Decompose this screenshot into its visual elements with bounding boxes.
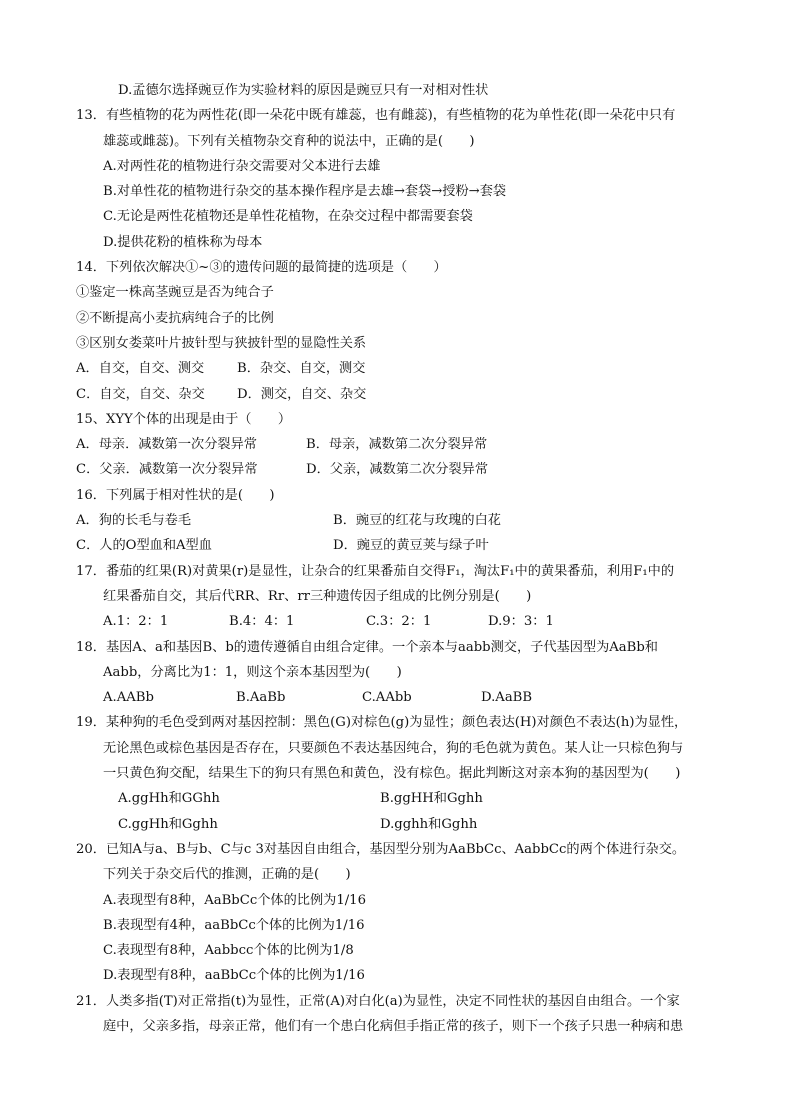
q19-options-row1 [0, 786, 790, 811]
q15-option-a: A．母亲．减数第一次分裂异常 [76, 437, 257, 453]
q19-option-d: D.gghh和Gghh [380, 816, 478, 832]
q21-stem-line2: 庭中，父亲多指，母亲正常，他们有一个患白化病但手指正常的孩子，则下一个孩子只患一种病和患 [103, 1018, 684, 1034]
q14-item-3: ③区别女娄菜叶片披针型与狭披针型的显隐性关系 [76, 335, 367, 351]
q14-option-a: A．自交，自交、测交 [76, 361, 205, 377]
q13-option-c: C.无论是两性花植物还是单性花植物，在杂交过程中都需要套袋 [103, 209, 473, 225]
q17-stem-line2: 红果番茄自交，其后代RR、Rr、rr三种遗传因子组成的比例分别是( ) [103, 588, 532, 604]
q14-option-b: B．杂交、自交，测交 [237, 361, 366, 377]
q12-option-d: D.孟德尔选择豌豆作为实验材料的原因是豌豆只有一对相对性状 [118, 83, 489, 98]
q14-item-1: ①鉴定一株高茎豌豆是否为纯合子 [76, 285, 274, 301]
q17-option-d: D.9：3：1 [488, 614, 554, 630]
q16-options-row2 [0, 533, 790, 558]
q16-stem: 16．下列属于相对性状的是( ) [76, 487, 275, 503]
q18-option-c: C.AAbb [362, 690, 412, 706]
q18-stem-line2: Aabb，分离比为1：1，则这个亲本基因型为( ) [103, 664, 402, 680]
q15-option-b: B．母亲，减数第二次分裂异常 [306, 437, 488, 453]
q19-option-b: B.ggHH和Gghh [380, 791, 483, 807]
q14-options-row1 [0, 356, 790, 381]
q19-stem-line1: 19．某种狗的毛色受到两对基因控制：黑色(G)对棕色(g)为显性；颜色表达(H)对颜色不表达(h)为显性， [76, 715, 688, 731]
q21-stem-line1: 21．人类多指(T)对正常指(t)为显性，正常(A)对白化(a)为显性，决定不同性状的基因自由组合。一个家 [76, 993, 680, 1009]
q20-option-c: C.表现型有8种，Aabbcc个体的比例为1/8 [103, 943, 354, 959]
q19-option-c: C.ggHh和Gghh [118, 816, 218, 832]
q19-stem-line3: 一只黄色狗交配，结果生下的狗只有黑色和黄色，没有棕色。据此判断这对亲本狗的基因型为( ) [103, 766, 681, 782]
q15-stem: 15、XYY个体的出现是由于（ ） [76, 411, 292, 427]
q20-option-a: A.表现型有8种，AaBbCc个体的比例为1/16 [103, 892, 366, 908]
q16-option-c: C．人的O型血和A型血 [76, 538, 212, 554]
exam-page [0, 78, 790, 1039]
q19-option-a: A.ggHh和GGhh [118, 791, 220, 807]
q13-stem-line2: 雄蕊或雌蕊)。下列有关植物杂交育种的说法中，正确的是( ) [103, 133, 475, 149]
q17-option-c: C.3：2：1 [366, 614, 432, 630]
q13-option-d: D.提供花粉的植株称为母本 [103, 234, 263, 250]
q15-option-c: C．父亲．减数第一次分裂异常 [76, 462, 258, 478]
q14-option-c: C．自交，自交、杂交 [76, 386, 205, 402]
q19-stem-line2: 无论黑色或棕色基因是否存在，只要颜色不表达基因纯合，狗的毛色就为黄色。某人让一只棕色狗与 [103, 740, 684, 756]
q18-options [0, 685, 790, 710]
q14-stem: 14．下列依次解决①~③的遗传问题的最简捷的选项是（ ） [76, 260, 447, 276]
q19-options-row2 [0, 812, 790, 837]
q15-options-row1 [0, 432, 790, 457]
q17-options [0, 609, 790, 634]
q18-option-b: B.AaBb [236, 690, 286, 706]
q20-stem-line1: 20．已知A与a、B与b、C与c 3对基因自由组合，基因型分别为AaBbCc、AabbCc的两个体进行杂交。 [76, 841, 686, 857]
q16-option-d: D．豌豆的黄豆荚与绿子叶 [333, 538, 489, 554]
q14-option-d: D．测交，自交、杂交 [237, 386, 367, 402]
q13-stem-line1: 13．有些植物的花为两性花(即一朵花中既有雄蕊，也有雌蕊)，有些植物的花为单性花(即一朵花中只有 [76, 108, 676, 124]
q17-stem-line1: 17．番茄的红果(R)对黄果(r)是显性，让杂合的红果番茄自交得F₁，淘汰F₁中的黄果番茄，利用F₁中的 [76, 563, 675, 579]
q15-options-row2 [0, 457, 790, 482]
q15-option-d: D．父亲，减数第二次分裂异常 [306, 462, 489, 478]
q18-option-a: A.AABb [103, 690, 154, 706]
q20-option-d: D.表现型有8种，aaBbCc个体的比例为1/16 [103, 968, 365, 984]
q17-option-a: A.1：2：1 [103, 614, 169, 630]
q18-option-d: D.AaBB [481, 690, 533, 706]
q16-option-a: A．狗的长毛与卷毛 [76, 513, 192, 529]
q20-option-b: B.表现型有4种，aaBbCc个体的比例为1/16 [103, 917, 365, 933]
q14-item-2: ②不断提高小麦抗病纯合子的比例 [76, 310, 274, 326]
q13-option-a: A.对两性花的植物进行杂交需要对父本进行去雄 [103, 158, 381, 174]
q14-options-row2 [0, 382, 790, 407]
q16-option-b: B．豌豆的红花与玫瑰的白花 [333, 513, 501, 529]
q16-options-row1 [0, 508, 790, 533]
q13-option-b: B.对单性花的植物进行杂交的基本操作程序是去雄→套袋→授粉→套袋 [103, 184, 507, 200]
q20-stem-line2: 下列关于杂交后代的推测，正确的是( ) [103, 867, 351, 883]
q18-stem-line1: 18．基因A、a和基因B、b的遗传遵循自由组合定律。一个亲本与aabb测交，子代基因型为AaBb和 [76, 639, 658, 655]
q17-option-b: B.4：4：1 [229, 614, 295, 630]
